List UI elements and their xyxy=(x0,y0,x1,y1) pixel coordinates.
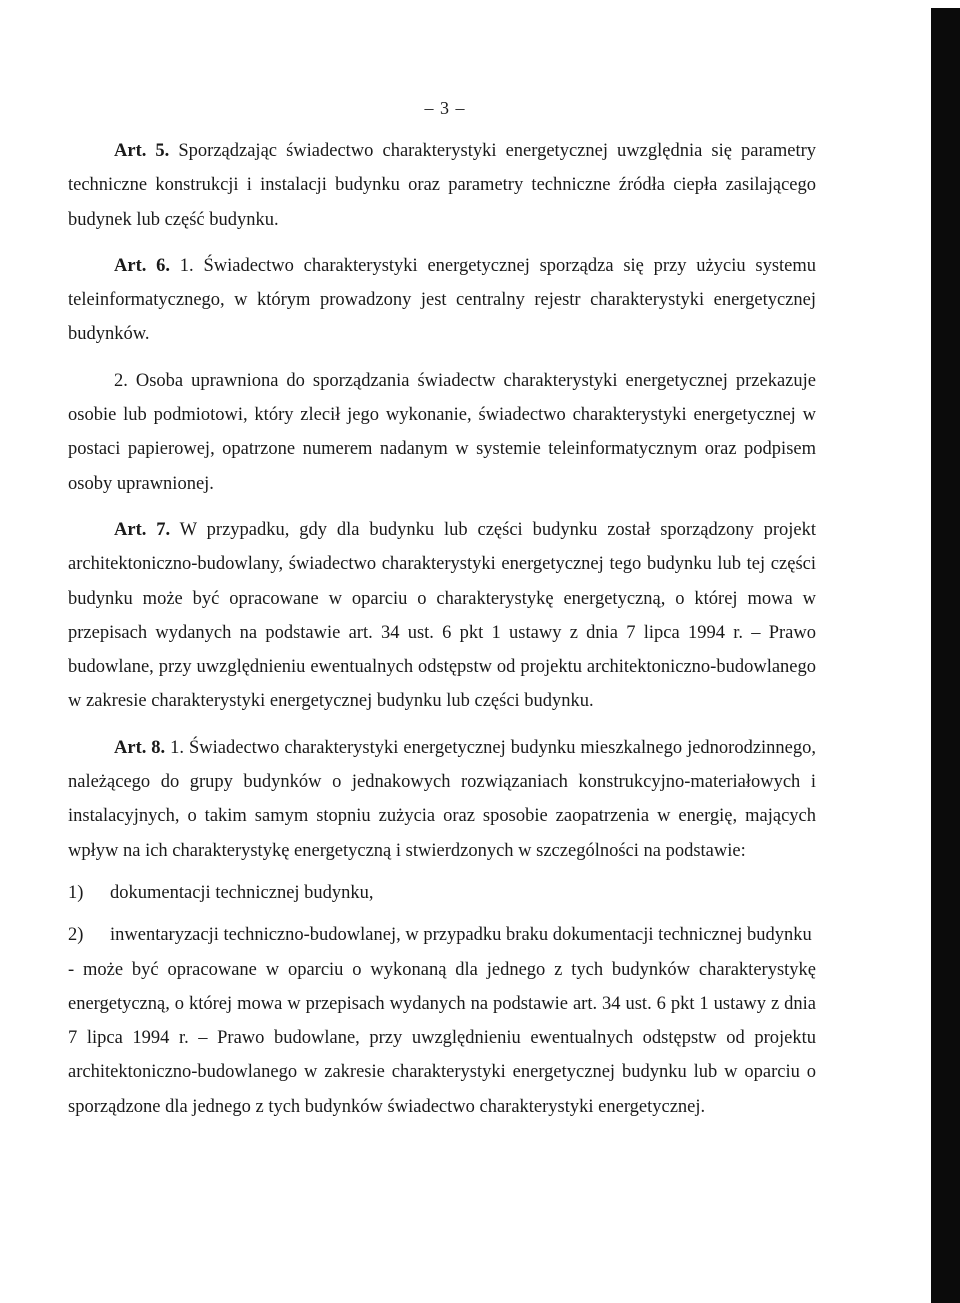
page-number: – 3 – xyxy=(424,98,466,118)
article-6-paragraph-2 xyxy=(68,364,816,501)
article-6-p1-text: Świadectwo charakterystyki energetycznej sporządza się przy użyciu systemu teleinformatycznego, w którym prowadzony jest centralny rejestr charakterystyki energetycznej budynków. xyxy=(68,255,817,345)
article-5-text: Sporządzając świadectwo charakterystyki energetycznej uwzględnia się parametry techniczne konstrukcji i instalacji budynku oraz parametry techniczne źródła ciepła zasilającego budynek lub część budynku. xyxy=(68,141,816,230)
list-item-text: dokumentacji technicznej budynku, xyxy=(110,882,374,903)
article-5-label: Art. 5. xyxy=(114,141,170,161)
list-item-number: 2) xyxy=(68,925,84,946)
list-item xyxy=(68,876,816,910)
document-body xyxy=(68,134,816,1124)
list-item xyxy=(68,918,816,952)
article-7 xyxy=(68,513,816,719)
list-item-number: 1) xyxy=(68,882,84,903)
article-8-paragraph-1 xyxy=(68,731,816,868)
article-7-label: Art. 7. xyxy=(114,519,171,540)
article-5 xyxy=(68,134,816,237)
article-6-p2-text: Osoba uprawniona do sporządzania świadectw charakterystyki energetycznej przekazuje osobie lub podmiotowi, który zlecił jego wykonanie, świadectwo charakterystyki energetycznej w postaci papierowej, opatrzone numerem nadanym w systemie teleinformatycznym oraz podpisem osoby uprawnionej. xyxy=(68,370,816,494)
article-8-closing: - może być opracowane w oparciu o wykonaną dla jednego z tych budynków charakterystykę energetyczną, o której mowa w przepisach wydanych na podstawie art. 34 ust. 6 pkt 1 ustawy z dnia 7 lipca 1994 r. – Prawo budowlane, przy uwzględnieniu ewentualnych odstępstw od projektu architektoniczno-budowlanego w zakresie charakterystyki energetycznej budynku lub w oparciu o sporządzone dla jednego z tych budynków świadectwo charakterystyki energetycznej. xyxy=(68,959,816,1117)
article-8-label: Art. 8. xyxy=(114,737,166,758)
article-6-paragraph-1 xyxy=(68,249,816,352)
article-6-p2-number: 2. xyxy=(114,370,128,391)
article-6-label: Art. 6. xyxy=(114,255,171,276)
article-6-p1-number: 1. xyxy=(179,255,194,276)
article-8-p1-number: 1. xyxy=(170,737,185,758)
article-8-p1-text: Świadectwo charakterystyki energetycznej budynku mieszkalnego jednorodzinnego, należącego do grupy budynków o jednakowych rozwiązaniach konstrukcyjno-materiałowych i instalacyjnych, o takim samym stopniu zużycia oraz sposobie zaopatrzenia w energię, mających wpływ na ich charakterystykę energetyczną i stwierdzonych w szczególności na podstawie: xyxy=(68,737,817,861)
article-7-text: W przypadku, gdy dla budynku lub części budynku został sporządzony projekt architektoniczno-budowlany, świadectwo charakterystyki energetycznej tego budynku lub tej części budynku może być opracowane w oparciu o charakterystykę energetyczną, o której mowa w przepisach wydanych na podstawie art. 34 ust. 6 pkt 1 ustawy z dnia 7 lipca 1994 r. – Prawo budowlane, przy uwzględnieniu ewentualnych odstępstw od projektu architektoniczno-budowlanego w zakresie charakterystyki energetycznej budynku lub części budynku. xyxy=(68,519,817,712)
scan-edge xyxy=(931,8,960,1303)
list-item-text: inwentaryzacji techniczno-budowlanej, w przypadku braku dokumentacji technicznej budynku xyxy=(110,925,812,946)
